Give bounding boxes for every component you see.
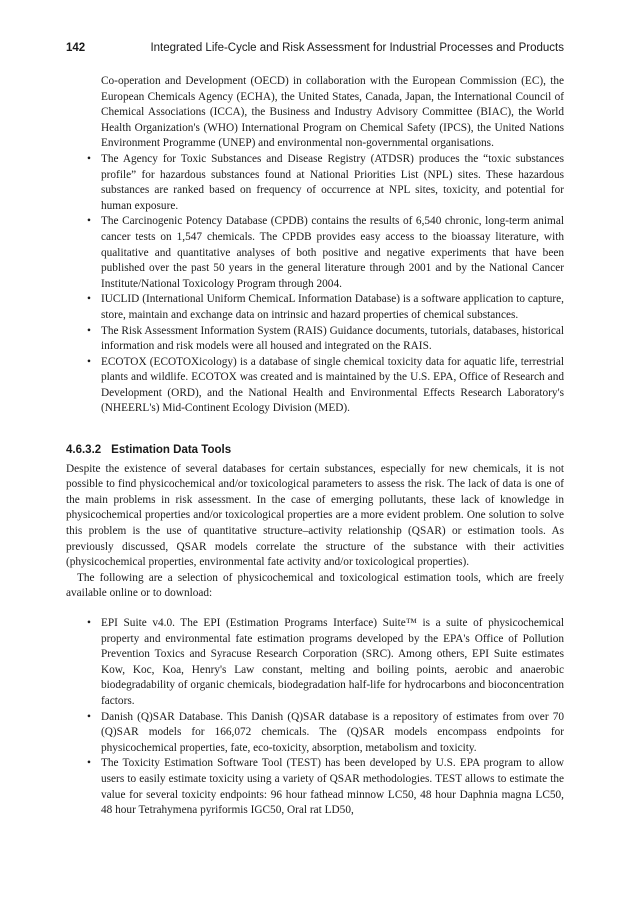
paragraph: Despite the existence of several databases for certain substances, especially for new chemicals, it is not possible to find physicochemical and/or toxicological parameters to assess the risk. The lack of data is one of the main problems in risk assessment. In the case of emerging pollutants, these lack of knowledge in physicochemical properties and/or toxicological properties are a more evident problem. One solution to solve this problem is the use of quantitative structure–activity relationship (QSAR) or estimation tools. As previously discussed, QSAR models correlate the structure of the substance with their activities (physicochemical properties, environmental fate activity and/or toxicological properties). xyxy=(66,462,564,569)
list-item: • The Risk Assessment Information System (RAIS) Guidance documents, tutorials, databases, historical information and risk models were all housed and integrated on the RAIS. xyxy=(66,324,564,355)
list-item: • The Carcinogenic Potency Database (CPDB) contains the results of 6,540 chronic, long-term animal cancer tests on 1,547 chemicals. The CPDB provides easy access to the bioassay literature, with qualitative and quantitative analyses of both positive and negative experiments that have been published over the past 50 years in the general literature through 2001 and by the National Cancer Institute/National Toxicology Program through 2004. xyxy=(66,214,564,292)
database-list xyxy=(66,152,564,417)
page-body xyxy=(66,74,564,819)
list-item: • The Agency for Toxic Substances and Disease Registry (ATDSR) produces the “toxic substances profile” for hazardous substances found at National Priorities List (NPL) sites. These hazardous substances are ranked based on frequency of occurrence at NPL sites, toxicity, and potential for human exposure. xyxy=(66,152,564,214)
list-continuation: Co-operation and Development (OECD) in collaboration with the European Commission (EC), the European Chemicals Agency (ECHA), the United States, Canada, Japan, the International Council of Chemical Associations (ICCA), the Business and Industry Advisory Committee (BIAC), the World Health Organization's (WHO) International Program on Chemical Safety (IPCS), the United Nations Environment Programme (UNEP) and environmental non-governmental organisations. xyxy=(101,75,564,150)
section-heading xyxy=(66,443,564,459)
paragraph: The following are a selection of physicochemical and toxicological estimation tools, which are freely available online or to download: xyxy=(66,571,564,600)
tools-list xyxy=(66,616,564,819)
list-item: • Danish (Q)SAR Database. This Danish (Q)SAR database is a repository of estimates from over 70 (Q)SAR models for 166,072 chemicals. The (Q)SAR models encompass endpoints for physicochemical properties, fate, eco-toxicity, absorption, metabolism and toxicity. xyxy=(66,710,564,757)
list-item: • ECOTOX (ECOTOXicology) is a database of single chemical toxicity data for aquatic life, terrestrial plants and wildlife. ECOTOX was created and is maintained by the U.S. EPA, Office of Research and Development (ORD), and the National Health and Environmental Effects Research Laboratory's (NHEERL's) Mid-Continent Ecology Division (MED). xyxy=(66,355,564,417)
page-number: 142 xyxy=(66,42,86,54)
running-title: Integrated Life-Cycle and Risk Assessment for Industrial Processes and Products xyxy=(150,42,564,54)
list-item: • IUCLID (International Uniform ChemicaL Information Database) is a software application to capture, store, maintain and exchange data on intrinsic and hazard properties of chemical substances. xyxy=(66,292,564,323)
page-header xyxy=(66,42,564,58)
list-item: • The Toxicity Estimation Software Tool (TEST) has been developed by U.S. EPA program to allow users to easily estimate toxicity using a variety of QSAR methodologies. TEST allows to estimate the value for several toxicity endpoints: 96 hour fathead minnow LC50, 48 hour Daphnia magna LC50, 48 hour Tetrahymena pyriformis IGC50, Oral rat LD50, xyxy=(66,756,564,818)
list-item: • EPI Suite v4.0. The EPI (Estimation Programs Interface) Suite™ is a suite of physicochemical property and environmental fate estimation programs developed by the EPA's Office of Pollution Prevention Toxics and Syracuse Research Corporation (SRC). Among others, EPI Suite estimates Kow, Koc, Koa, Henry's Law constant, melting and boiling points, aerobic and anaerobic biodegradability of organic chemicals, biodegradation half-life for hydrocarbons and bioconcentration factors. xyxy=(66,616,564,710)
section-title: Estimation Data Tools xyxy=(111,444,232,457)
section-number: 4.6.3.2 xyxy=(66,444,102,457)
